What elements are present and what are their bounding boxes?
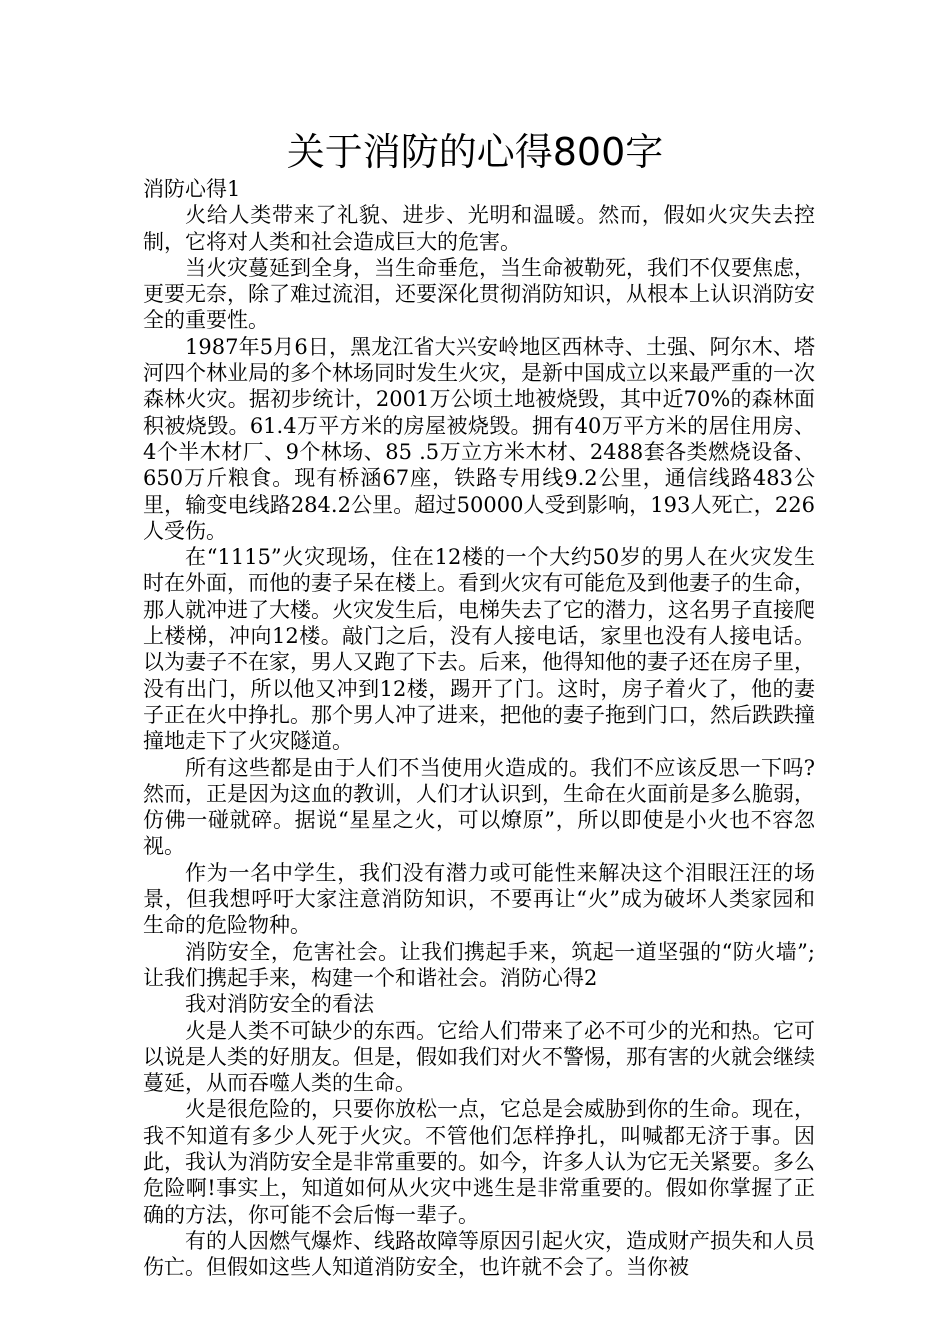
paragraph: 作为一名中学生，我们没有潜力或可能性来解决这个泪眼汪汪的场景，但我想呼吁大家注意消防知识，不要再让“火”成为破坏人类家园和生命的危险物种。 — [143, 860, 815, 938]
document-body — [143, 176, 815, 1280]
document-title: 关于消防的心得800字 — [286, 130, 664, 174]
paragraph: 当火灾蔓延到全身，当生命垂危，当生命被勒死，我们不仅要焦虑，更要无奈，除了难过流泪，还要深化贯彻消防知识，从根本上认识消防安全的重要性。 — [143, 255, 815, 333]
paragraph: 在“1115”火灾现场，住在12楼的一个大约50岁的男人在火灾发生时在外面，而他的妻子呆在楼上。看到火灾有可能危及到他妻子的生命，那人就冲进了大楼。火灾发生后，电梯失去了它的潜力，这名男子直接爬上楼梯，冲向12楼。敲门之后，没有人接电话，家里也没有人接电话。以为妻子不在家，男人又跑了下去。后来，他得知他的妻子还在房子里，没有出门，所以他又冲到12楼，踢开了门。这时，房子着火了，他的妻子正在火中挣扎。那个男人冲了进来，把他的妻子拖到门口，然后跌跌撞撞地走下了火灾隧道。 — [143, 545, 815, 754]
paragraph: 所有这些都是由于人们不当使用火造成的。我们不应该反思一下吗?然而，正是因为这血的教训，人们才认识到，生命在火面前是多么脆弱，仿佛一碰就碎。据说“星星之火，可以燎原”，所以即使是小火也不容忽视。 — [143, 755, 815, 859]
section-heading-1: 消防心得1 — [143, 177, 241, 201]
paragraph: 1987年5月6日，黑龙江省大兴安岭地区西林寺、土强、阿尔木、塔河四个林业局的多个林场同时发生火灾，是新中国成立以来最严重的一次森林火灾。据初步统计，2001万公顷土地被烧毁，其中近70%的森林面积被烧毁。61.4万平方米的房屋被烧毁。拥有40万平方米的居住用房、4个半木材厂、9个林场、85 .5万立方米木材、2488套各类燃烧设备、650万斤粮食。现有桥涵67座，铁路专用线9.2公里，通信线路483公里，输变电线路284.2公里。超过50000人受到影响，193人死亡，226人受伤。 — [143, 334, 815, 543]
paragraph: 有的人因燃气爆炸、线路故障等原因引起火灾，造成财产损失和人员伤亡。但假如这些人知道消防安全，也许就不会了。当你被 — [143, 1228, 815, 1280]
paragraph: 火给人类带来了礼貌、进步、光明和温暖。然而，假如火灾失去控制，它将对人类和社会造成巨大的危害。 — [143, 203, 815, 254]
paragraph: 火是很危险的，只要你放松一点，它总是会威胁到你的生命。现在，我不知道有多少人死于火灾。不管他们怎样挣扎，叫喊都无济于事。因此，我认为消防安全是非常重要的。如今，许多人认为它无关紧要。多么危险啊!事实上，知道如何从火灾中逃生是非常重要的。假如你掌握了正确的方法，你可能不会后悔一辈子。 — [143, 1097, 815, 1227]
paragraph: 火是人类不可缺少的东西。它给人们带来了必不可少的光和热。它可以说是人类的好朋友。但是，假如我们对火不警惕，那有害的火就会继续蔓延，从而吞噬人类的生命。 — [143, 1018, 815, 1096]
section-heading-2: 我对消防安全的看法 — [185, 992, 374, 1017]
paragraph: 消防安全，危害社会。让我们携起手来，筑起一道坚强的“防火墙”;让我们携起手来，构建一个和谐社会。消防心得2 — [143, 939, 815, 990]
